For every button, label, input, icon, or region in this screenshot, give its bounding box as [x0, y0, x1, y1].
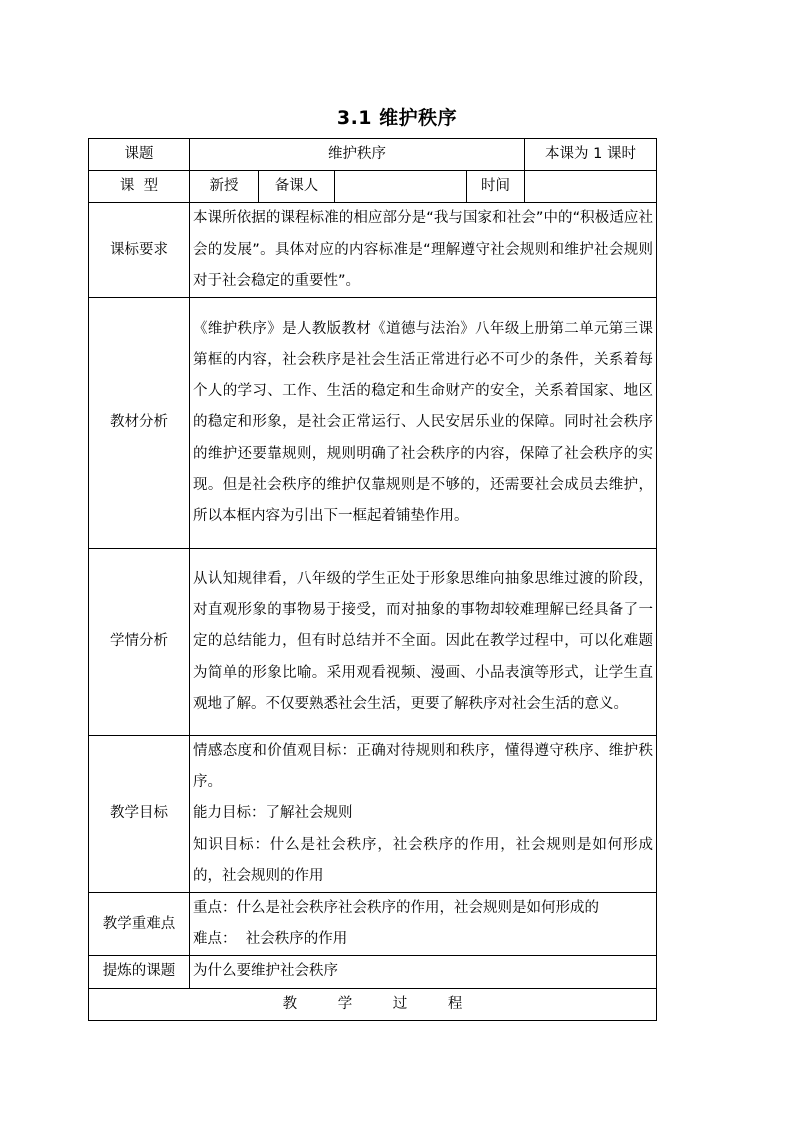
goals-cell: [190, 736, 657, 893]
refined-topic-value: 为什么要维护社会秩序: [190, 956, 657, 988]
key-points-cell: [190, 893, 657, 956]
goal-emotion: 情感态度和价值观目标：正确对待规则和秩序，懂得遵守秩序、维护秩序。: [193, 743, 653, 791]
refined-topic-label: 提炼的课题: [89, 956, 190, 988]
key-point: 重点：什么是社会秩序社会秩序的作用，社会规则是如何形成的: [193, 900, 599, 917]
preparer-value: [335, 171, 467, 203]
students-row: [89, 549, 657, 736]
topic-row: [89, 139, 657, 171]
key-points-label: 教学重难点: [89, 893, 190, 956]
process-char-4: 程: [447, 995, 463, 1012]
difficult-point: 难点： 社会秩序的作用: [193, 931, 348, 948]
students-label: 学情分析: [89, 549, 190, 736]
page-title: 3.1 维护秩序: [336, 107, 458, 129]
goals-label: 教学目标: [89, 736, 190, 893]
type-row: [89, 171, 657, 203]
refined-topic-row: [89, 956, 657, 988]
topic-value: 维护秩序: [190, 139, 525, 171]
process-row: [89, 988, 657, 1020]
type-label: 课 型: [89, 171, 190, 203]
goal-knowledge: 知识目标：什么是社会秩序，社会秩序的作用，社会规则是如何形成的，社会规则的作用: [193, 836, 653, 884]
textbook-text: 《维护秩序》是人教版教材《道德与法治》八年级上册第二单元第三课第框的内容，社会秩序是社会生活正常进行必不可少的条件，关系着每个人的学习、工作、生活的稳定和生命财产的安全，关系着国家、地区的稳定和形象，是社会正常运行、人民安居乐业的保障。同时社会秩序的维护还要靠规则，规则明确了社会秩序的内容，保障了社会秩序的实现。但是社会秩序的维护仅靠规则是不够的，还需要社会成员去维护，所以本框内容为引出下一框起着铺垫作用。: [190, 298, 657, 549]
goals-row: [89, 736, 657, 893]
topic-label: 课题: [89, 139, 190, 171]
time-label: 时间: [467, 171, 525, 203]
curriculum-text: 本课所依据的课程标准的相应部分是“我与国家和社会”中的“积极适应社会的发展”。具体对应的内容标准是“理解遵守社会规则和维护社会规则对于社会稳定的重要性”。: [190, 203, 657, 298]
process-heading: [89, 988, 657, 1020]
textbook-row: [89, 298, 657, 549]
textbook-label: 教材分析: [89, 298, 190, 549]
curriculum-label: 课标要求: [89, 203, 190, 298]
students-text: 从认知规律看，八年级的学生正处于形象思维向抽象思维过渡的阶段，对直观形象的事物易于接受，而对抽象的事物却较难理解已经具备了一定的总结能力，但有时总结并不全面。因此在教学过程中，可以化难题为简单的形象比喻。采用观看视频、漫画、小品表演等形式，让学生直观地了解。不仅要熟悉社会生活，更要了解秩序对社会生活的意义。: [190, 549, 657, 736]
time-value: [525, 171, 657, 203]
preparer-label: 备课人: [259, 171, 335, 203]
goal-ability: 能力目标：了解社会规则: [193, 805, 353, 822]
type-value: 新授: [190, 171, 259, 203]
process-char-3: 过: [392, 995, 408, 1012]
process-char-1: 教: [282, 995, 298, 1012]
lesson-plan-table: [88, 138, 657, 1021]
process-char-2: 学: [337, 995, 353, 1012]
curriculum-row: [89, 203, 657, 298]
key-points-row: [89, 893, 657, 956]
lesson-hours: 本课为 1 课时: [525, 139, 657, 171]
